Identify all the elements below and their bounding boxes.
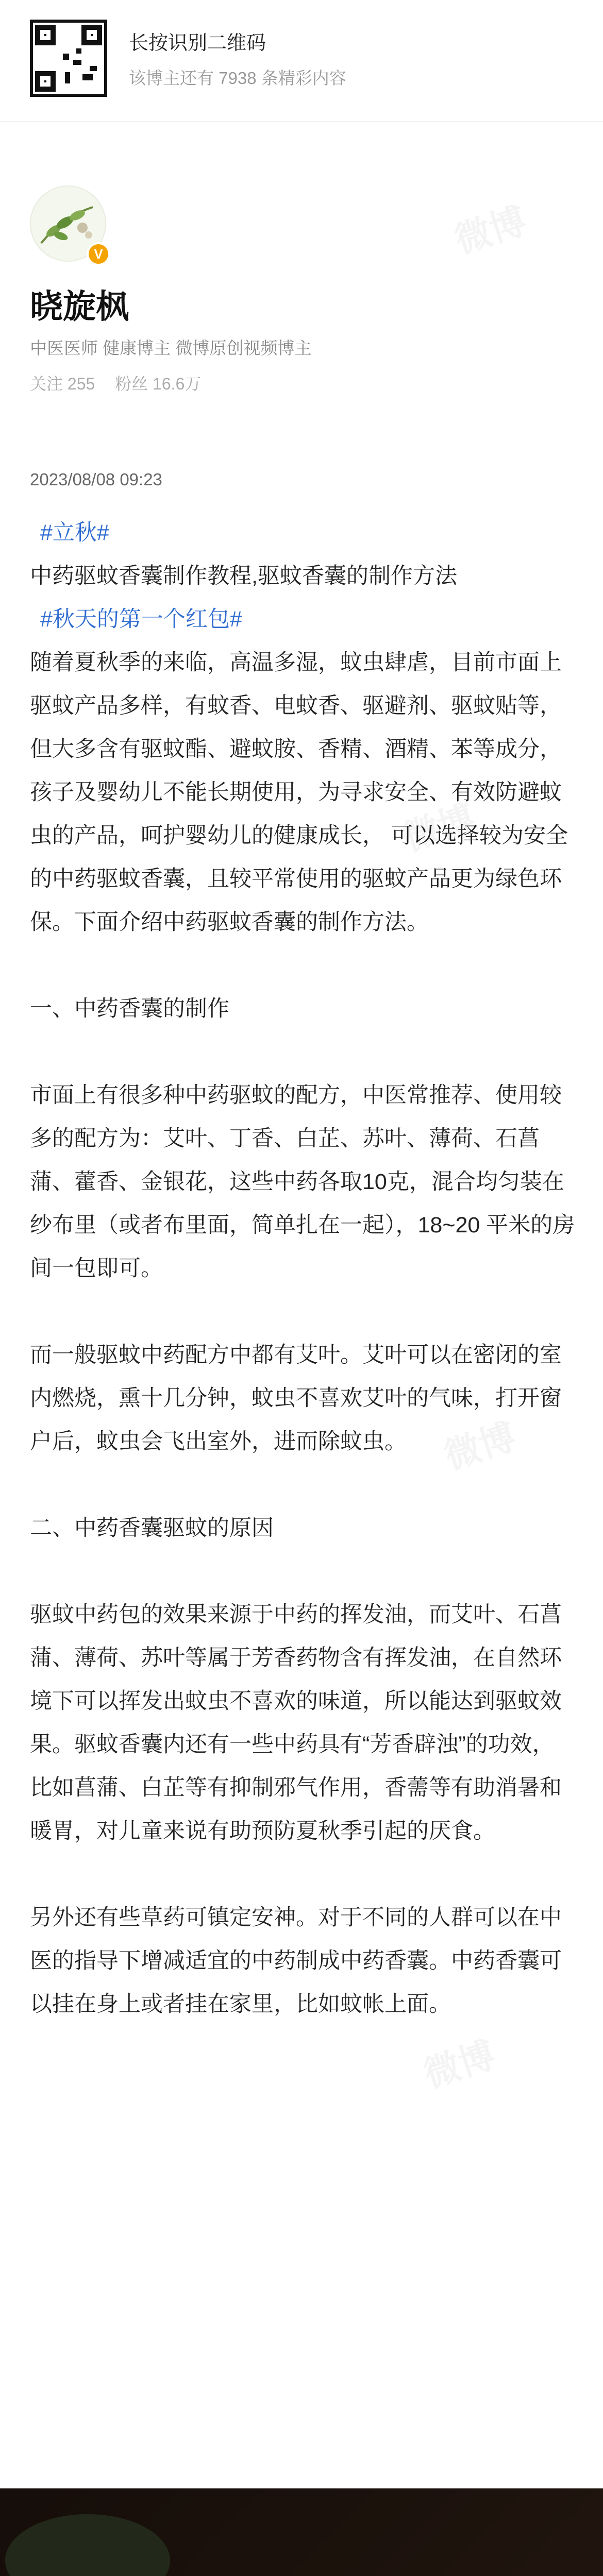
qr-code-icon[interactable] [30, 20, 107, 97]
profile-stats [30, 371, 216, 395]
topic-link-red-packet[interactable]: #秋天的第一个红包# [40, 607, 242, 632]
followers-count: 粉丝 16.6万 [115, 375, 202, 393]
paragraph: 驱蚊中药包的效果来源于中药的挥发油，而艾叶、石菖蒲、薄荷、苏叶等属于芳香药物含有挥发油，在自然环境下可以挥发出蚊虫不喜欢的味道，所以能达到驱蚊效果。驱蚊香囊内还有一些中药具有“芳香辟浊”的功效，比如菖蒲、白芷等有抑制邪气作用，香薷等有助消暑和暖胃，对儿童来说有助预防夏秋季引起的厌食。 [30, 1602, 562, 1843]
top-banner-title: 长按识别二维码 [129, 32, 266, 54]
paragraph: 随着夏秋季的来临，高温多湿，蚊虫肆虐，目前市面上驱蚊产品多样，有蚊香、电蚊香、驱避剂、驱蚊贴等，但大多含有驱蚊酯、避蚊胺、香精、酒精、苯等成分，孩子及婴幼儿不能长期使用，为寻求安全、有效防避蚊虫的产品，呵护婴幼儿的健康成长， 可以选择较为安全的中药驱蚊香囊，且较平常使用的驱蚊产品更为绿色环保。下面介绍中药驱蚊香囊的制作方法。 [30, 650, 568, 935]
paragraph: 市面上有很多种中药驱蚊的配方，中医常推荐、使用较多的配方为：艾叶、丁香、白芷、苏叶、薄荷、石菖蒲、藿香、金银花，这些中药各取10克，混合均匀装在纱布里（或者布里面，简单扎在一起），18~20 平米的房间一包即可。 [30, 1083, 575, 1281]
post-date: 2023/08/08 09:23 [30, 470, 162, 489]
section-heading: 二、中药香囊驱蚊的原因 [30, 1516, 274, 1540]
top-banner-subtitle: 该博主还有 7938 条精彩内容 [129, 69, 346, 88]
background-watermark [416, 2026, 501, 2098]
following-count: 关注 255 [30, 375, 95, 393]
top-qr-banner [0, 0, 603, 122]
profile-name[interactable]: 晓旋枫 [30, 288, 129, 325]
profile-verification: 中医医师 健康博主 微博原创视频博主 [30, 338, 312, 358]
section-heading: 一、中药香囊的制作 [30, 996, 229, 1021]
background-watermark [447, 192, 532, 264]
verified-badge-icon: V [87, 242, 110, 266]
post-image[interactable] [0, 2488, 603, 2576]
post-body [30, 511, 576, 2026]
paragraph: 而一般驱蚊中药配方中都有艾叶。艾叶可以在密闭的室内燃烧，熏十几分钟，蚊虫不喜欢艾叶的气味，打开窗户后，蚊虫会飞出室外，进而除蚊虫。 [30, 1343, 562, 1454]
paragraph: 另外还有些草药可镇定安神。对于不同的人群可以在中医的指导下增减适宜的中药制成中药香囊。中药香囊可以挂在身上或者挂在家里，比如蚊帐上面。 [30, 1905, 562, 2016]
weibo-post-card [0, 130, 603, 2576]
topic-link-liqiu[interactable]: #立秋# [40, 520, 109, 545]
post-headline: 中药驱蚊香囊制作教程,驱蚊香囊的制作方法 [30, 564, 457, 588]
herbal-sachets-photo [0, 2488, 603, 2576]
